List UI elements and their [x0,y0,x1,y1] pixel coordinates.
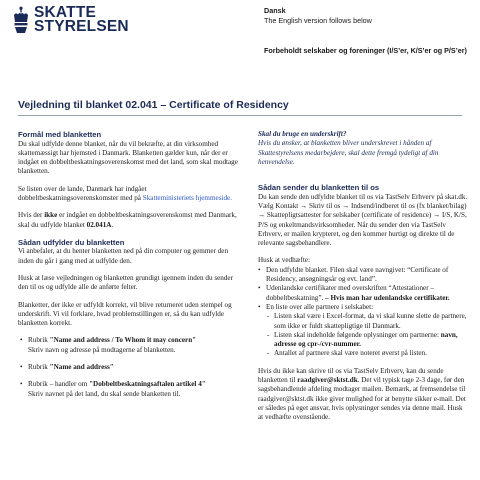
document-subtitle: Forbeholdt selskaber og foreninger (I/S’er, K/S’er og P/S’er) [264,46,467,55]
list-item: • En liste over alle partnere i selskabet: - Listen skal være i Excel-format, da vi skal kunne slette de partnere, som ikke er fuldt skattepligtige til Danmark. - Listen skal indeholde følgende oplysninger om partnerne: navn, adresse og cpr-/cvr-nummer. - Antallet af partnere skal være noteret øverst på listen. [258,303,468,359]
section-heading-purpose: Formål med blanketten [18,130,102,139]
no-treaty-paragraph: Hvis der ikke er indgået en dobbeltbeskatningsoverenskomst med Danmark, skal du udfylde blanket 02.041A. [18,211,237,229]
section-heading-send: Sådan sender du blanketten til os [258,183,380,193]
email-paragraph: Hvis du ikke kan skrive til os via TastSelv Erhverv, kan du sende blanketten til raadgiver@sktst.dk. Det vil typisk tage 2-3 dage, før den sagsbehandlende afdeling modtager mailen. Bemærk, at fremsendelse til raadgiver@sktst.dk ikke giver mulighed for at benytte sikker e-mail. Det er således på eget ansvar, hvis oplysninger sendes via denne mail. Husk at vedhæfte ovenstående. [258,366,466,422]
country-list-paragraph: Se listen over de lande, Danmark har indgået dobbeltbeskatningsoverenskomster med på Skatteministeriets hjemmeside. [18,184,232,202]
list-item: • Den udfyldte blanket. Filen skal være navngivet: “Certificate of Residency, ansøgningsår og evt. land”. [258,266,468,285]
page-title: Vejledning til blanket 02.041 – Certificate of Residency [18,99,289,111]
english-version-note: The English version follows below [264,15,372,25]
signature-paragraph: Hvis du ønsker, at blanketten bliver underskrevet i hånden af Skattestyrelsens medarbejdere, skal dette fremgå tydeligt af din henvendelse. [258,139,439,166]
download-paragraph: Vi anbefaler, at du henter blanketten ned på din computer og gemmer den inden du går i gang med at udfylde den. [18,247,229,265]
section-heading-how-to-fill: Sådan udfylder du blanketten [18,237,125,247]
title-divider [18,115,462,116]
returned-forms-paragraph: Blanketter, der ikke er udfyldt korrekt, vil blive returneret uden stempel og underskrift. Vi vil forklare, hvad problemstillingen er, så du kan udfylde blanketten korrekt. [18,300,232,328]
signature-question: Skal du bruge en underskrift? [258,130,347,138]
ministry-website-link[interactable]: Skatteministeriets hjemmeside. [142,193,232,202]
purpose-paragraph: Du skal udfylde denne blanket, når du vil bekræfte, at din virksomhed skattemæssigt har hjemsted i Danmark. Blanketten gælder kun, når der er indgået en dobbeltbeskatningsoverenskomst med det land, som skal modtage blanketten. [18,139,238,176]
skattestyrelsen-logo [12,6,129,35]
read-guide-paragraph: Husk at læse vejledningen og blanketten grundigt igennem inden du sender den til os og udfylde alle de anførte felter. [18,273,233,292]
list-item: • Rubrik – handler om "Dobbeltbeskatningsaftalen artikel 4" Skriv navnet på det land, du skal sende blanketten til. [18,380,238,399]
list-item: - Listen skal være i Excel-format, da vi skal kunne slette de partnere, som ikke er fuldt skattepligtige til Danmark. [266,312,468,331]
list-item: • Udenlandske certifikater med overskriften “Attestationer – dobbeltbeskatning”. – Hvis man har udenlandske certifikater. [258,284,468,303]
left-column [18,130,238,407]
field-list [18,336,238,398]
partner-list-requirements [266,312,468,358]
list-item: • Rubrik "Name and address / To Whom it may concern" Skriv navn og adresse på modtagerne af blanketten. [18,336,238,355]
send-paragraph: Du kan sende den udfyldte blanket til os via TastSelv Erhverv på skat.dk. Vælg Kontakt → Skriv til os → Indsend/indberet til os (fx blanket/bilag) → Skattepligtsattester for selskaber (certificate of residence) → I/S, K/S, P/S og enkeltmandsvirksomheder. Når du sender den via TastSelv Erhverv, er mailen krypteret, og den kommer hurtigt og direkte til de relevante sagsbehandlere. [258,192,468,248]
list-item: • Rubrik "Name and address" [18,363,238,372]
list-item: - Listen skal indeholde følgende oplysninger om partnerne: navn, adresse og cpr-/cvr-nummer. [266,331,468,350]
email-address[interactable]: raadgiver@sktst.dk [297,376,358,385]
logo-line-2: STYRELSEN [34,18,129,36]
attach-label: Husk at vedhæfte: [258,256,310,265]
language-label: Dansk [264,6,286,15]
list-item: - Antallet af partnere skal være noteret øverst på listen. [266,349,468,358]
language-note [264,6,372,25]
crown-icon [12,6,30,34]
attachment-list [258,266,468,359]
right-column [258,130,468,431]
logo-line-1: SKATTE [34,4,97,21]
